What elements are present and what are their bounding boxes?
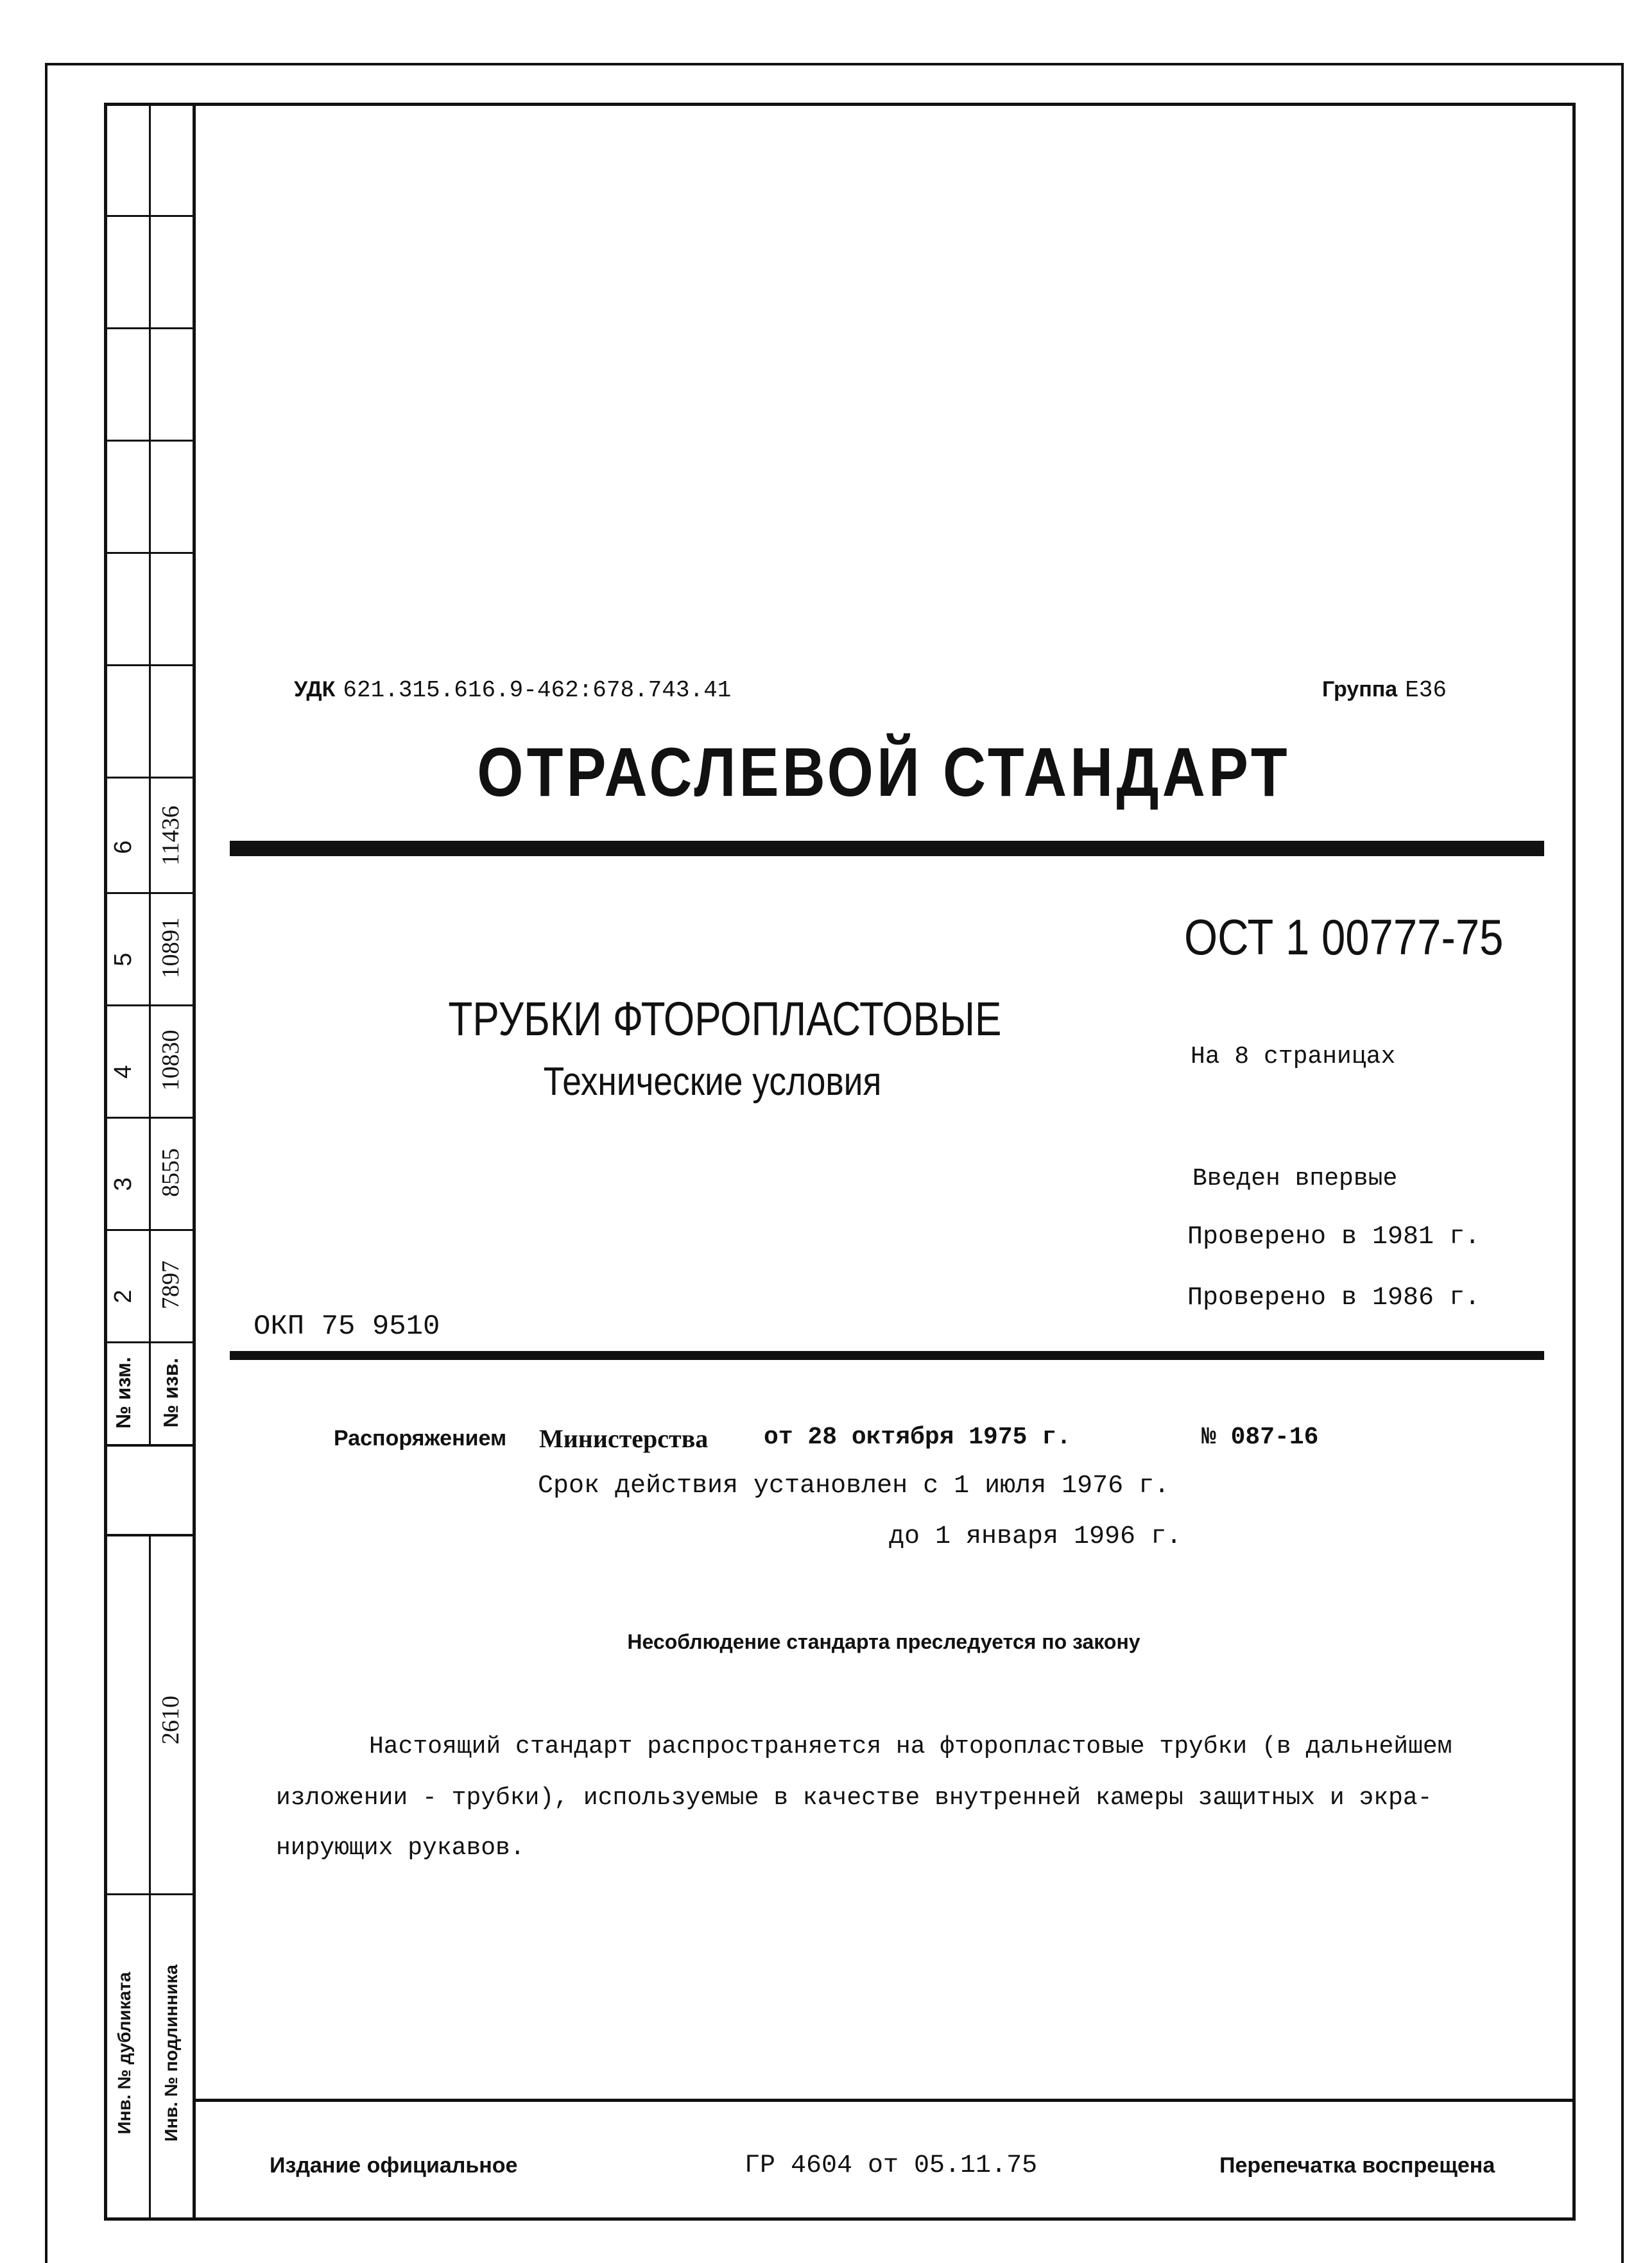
duplicate-inventory-label: Инв. № дубликата [114, 1972, 134, 2135]
notice-number: 11436 [157, 805, 184, 866]
frame-top [104, 103, 1575, 106]
legal-notice: Несоблюдение стандарта преследуется по закону [627, 1630, 1140, 1653]
original-inventory-label: Инв. № подлинника [161, 1965, 181, 2142]
margin-row-sep [104, 440, 194, 442]
margin-row-sep [104, 1444, 194, 1447]
outer-border-top [45, 63, 1624, 65]
checked-note: Проверено в 1981 г. [1187, 1223, 1481, 1252]
udk-label: УДК [294, 677, 336, 701]
order-label: Распоряжением [334, 1426, 507, 1450]
margin-row-sep [104, 1893, 194, 1895]
margin-row-sep [104, 552, 194, 554]
frame-right [1572, 103, 1576, 2221]
frame-left [104, 103, 107, 2221]
notice-number: 10891 [157, 917, 184, 979]
notice-number: 10830 [157, 1029, 184, 1091]
okp-code: ОКП 75 9510 [254, 1311, 440, 1343]
group-value: Е36 [1405, 677, 1447, 703]
frame-footer-divider [193, 2099, 1575, 2102]
order-date: от 28 октября 1975 г. [764, 1424, 1071, 1451]
standard-code: ОСТ 1 00777-75 [1184, 909, 1504, 965]
validity-to: до 1 января 1996 г. [889, 1522, 1182, 1551]
order-number: № 087-16 [1201, 1424, 1319, 1451]
margin-divider [149, 103, 151, 1444]
pages-count: На 8 страницах [1191, 1043, 1396, 1071]
footer-registration: ГР 4604 от 05.11.75 [744, 2151, 1038, 2180]
validity-from: Срок действия установлен с 1 июля 1976 г. [538, 1472, 1170, 1501]
numbers-header: № изв. [159, 1357, 182, 1428]
original-number: 2610 [157, 1696, 184, 1744]
group-line [1322, 677, 1447, 703]
margin-row-sep [104, 892, 194, 894]
change-number: 5 [110, 952, 137, 967]
ministry-label: Министерства [539, 1424, 709, 1453]
margin-row-sep [104, 1341, 194, 1343]
margin-row-sep [104, 1117, 194, 1119]
change-number: 3 [110, 1177, 137, 1191]
margin-row-sep [104, 1229, 194, 1231]
notice-number: 8555 [157, 1148, 184, 1197]
margin-row-sep [104, 1004, 194, 1006]
outer-border-left [45, 63, 47, 2263]
change-number: 4 [110, 1065, 137, 1079]
frame-bottom [104, 2217, 1575, 2221]
checked-note: Проверено в 1986 г. [1187, 1284, 1481, 1312]
introduced-note: Введен впервые [1192, 1165, 1398, 1192]
udk-line [294, 677, 731, 703]
body-paragraph-line: Настоящий стандарт распространяется на фторопластовые трубки (в дальнейшем [369, 1733, 1452, 1760]
body-paragraph-line: изложении - трубки), используемые в качестве внутренней камеры защитных и экра- [276, 1784, 1433, 1812]
margin-row-sep [104, 1534, 194, 1536]
page-title: ОТРАСЛЕВОЙ СТАНДАРТ [477, 733, 1291, 811]
standard-name: ТРУБКИ ФТОРОПЛАСТОВЫЕ [448, 992, 1002, 1045]
footer-reprint: Перепечатка воспрещена [1219, 2153, 1495, 2178]
margin-divider-lower [149, 1534, 151, 2221]
margin-row-sep [104, 327, 194, 329]
standard-subtitle: Технические условия [543, 1060, 882, 1104]
margin-row-sep [104, 664, 194, 666]
body-paragraph-line: нирующих рукавов. [276, 1834, 525, 1862]
outer-border-right [1621, 63, 1624, 2263]
notice-number: 7897 [157, 1261, 184, 1309]
margin-row-sep [104, 215, 194, 217]
frame-inner-left [193, 103, 196, 2221]
group-label: Группа [1322, 677, 1398, 701]
change-number: 2 [110, 1289, 137, 1304]
footer-edition: Издание официальное [270, 2153, 518, 2178]
udk-value: 621.315.616.9-462:678.743.41 [343, 677, 732, 703]
title-rule [230, 841, 1544, 856]
section-rule [230, 1351, 1544, 1360]
change-number: 6 [110, 840, 137, 854]
changes-header: № изм. [112, 1357, 135, 1429]
margin-row-sep [104, 777, 194, 779]
